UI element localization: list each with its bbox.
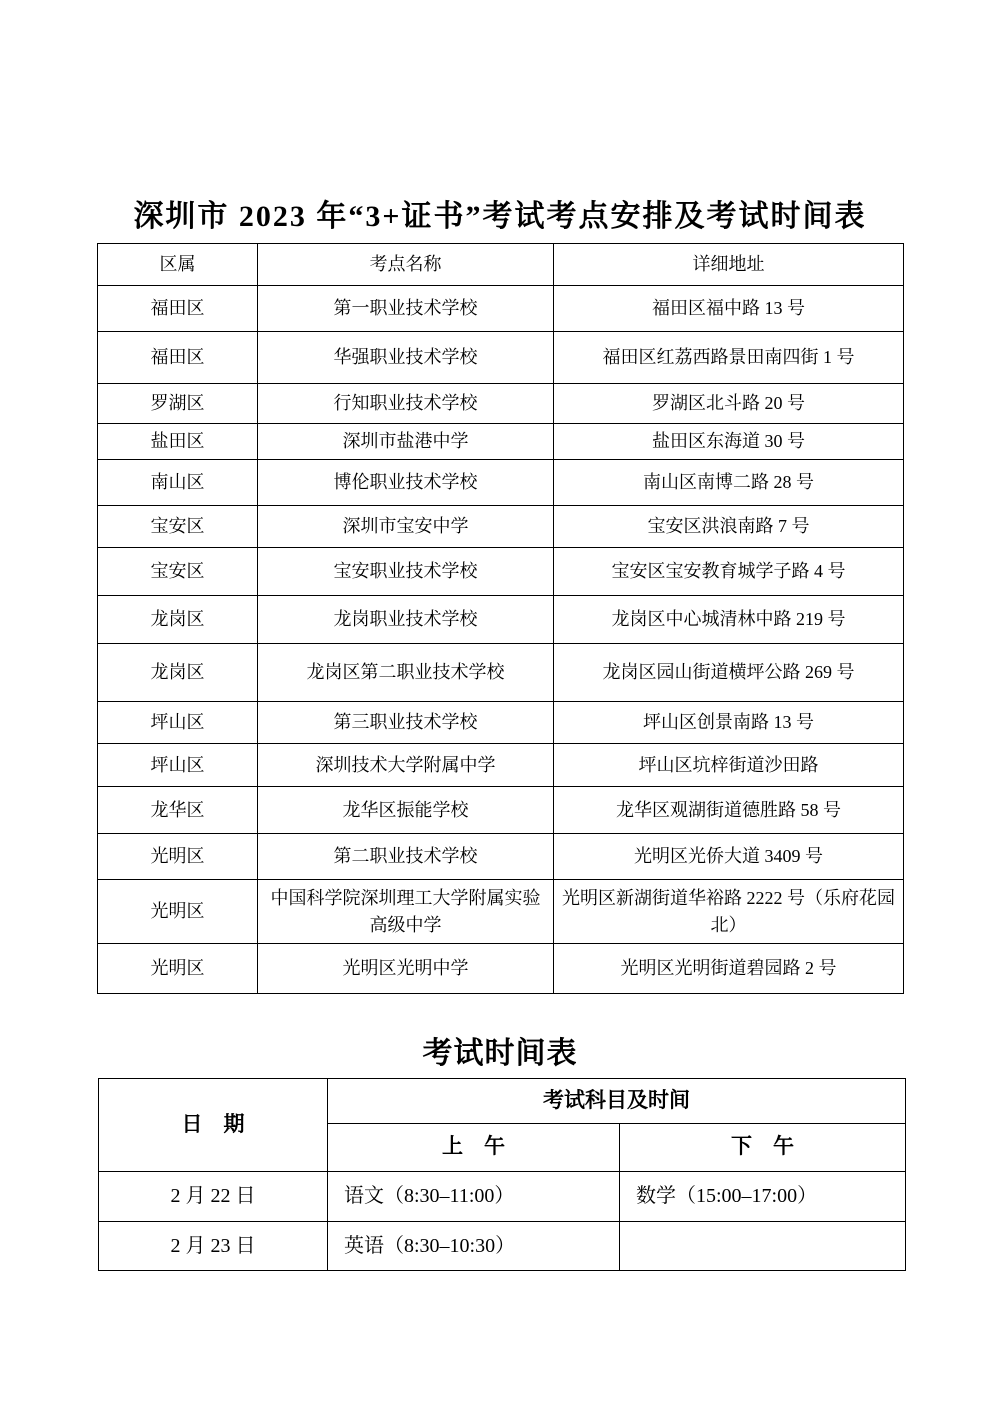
venue-name-cell: 第二职业技术学校	[258, 834, 554, 880]
venue-district-cell: 福田区	[98, 286, 258, 332]
venue-address-cell: 坪山区创景南路 13 号	[554, 702, 904, 744]
venue-district-cell: 坪山区	[98, 702, 258, 744]
venue-row	[98, 286, 904, 332]
venue-district-cell: 坪山区	[98, 744, 258, 787]
schedule-header-row-1	[99, 1079, 906, 1124]
venue-district-cell: 光明区	[98, 944, 258, 994]
venues-header-row	[98, 244, 904, 286]
schedule-morning-cell: 英语（8:30–10:30）	[328, 1222, 620, 1271]
venue-address-cell: 罗湖区北斗路 20 号	[554, 384, 904, 424]
schedule-header-date: 日 期	[99, 1079, 328, 1172]
schedule-row	[99, 1172, 906, 1222]
schedule-header-morning: 上 午	[328, 1124, 620, 1172]
venue-row	[98, 506, 904, 548]
venue-district-cell: 光明区	[98, 880, 258, 944]
schedule-date-cell: 2 月 22 日	[99, 1172, 328, 1222]
venue-district-cell: 龙岗区	[98, 596, 258, 644]
venue-district-cell: 光明区	[98, 834, 258, 880]
venue-name-cell: 深圳市盐港中学	[258, 424, 554, 460]
venue-row	[98, 424, 904, 460]
venue-address-cell: 龙岗区园山街道横坪公路 269 号	[554, 644, 904, 702]
venue-address-cell: 光明区新湖街道华裕路 2222 号（乐府花园北）	[554, 880, 904, 944]
venue-address-cell: 宝安区宝安教育城学子路 4 号	[554, 548, 904, 596]
venues-header-district: 区属	[98, 244, 258, 286]
venue-row	[98, 787, 904, 834]
venue-district-cell: 宝安区	[98, 548, 258, 596]
venue-row	[98, 384, 904, 424]
venue-district-cell: 罗湖区	[98, 384, 258, 424]
venue-name-cell: 博伦职业技术学校	[258, 460, 554, 506]
venue-address-cell: 南山区南博二路 28 号	[554, 460, 904, 506]
venues-header-address: 详细地址	[554, 244, 904, 286]
venue-row	[98, 460, 904, 506]
venue-name-cell: 龙岗职业技术学校	[258, 596, 554, 644]
venue-name-cell: 第一职业技术学校	[258, 286, 554, 332]
venue-district-cell: 福田区	[98, 332, 258, 384]
venue-address-cell: 盐田区东海道 30 号	[554, 424, 904, 460]
venue-name-cell: 深圳市宝安中学	[258, 506, 554, 548]
venue-name-cell: 深圳技术大学附属中学	[258, 744, 554, 787]
page-title: 深圳市 2023 年“3+证书”考试考点安排及考试时间表	[133, 200, 867, 233]
venue-name-cell: 龙岗区第二职业技术学校	[258, 644, 554, 702]
venue-name-cell: 龙华区振能学校	[258, 787, 554, 834]
venues-table	[97, 243, 904, 994]
venue-district-cell: 盐田区	[98, 424, 258, 460]
venue-address-cell: 福田区红荔西路景田南四街 1 号	[554, 332, 904, 384]
venue-row	[98, 944, 904, 994]
venue-row	[98, 332, 904, 384]
schedule-header-subject-time: 考试科目及时间	[328, 1079, 906, 1124]
venue-row	[98, 744, 904, 787]
schedule-afternoon-cell	[620, 1222, 906, 1271]
venue-row	[98, 548, 904, 596]
venue-name-cell: 宝安职业技术学校	[258, 548, 554, 596]
schedule-title: 考试时间表	[422, 1037, 578, 1070]
schedule-morning-cell: 语文（8:30–11:00）	[328, 1172, 620, 1222]
venues-header-name: 考点名称	[258, 244, 554, 286]
venue-name-cell: 中国科学院深圳理工大学附属实验高级中学	[258, 880, 554, 944]
venue-row	[98, 702, 904, 744]
venue-district-cell: 龙岗区	[98, 644, 258, 702]
venue-address-cell: 光明区光明街道碧园路 2 号	[554, 944, 904, 994]
venue-row	[98, 596, 904, 644]
venue-name-cell: 华强职业技术学校	[258, 332, 554, 384]
venue-district-cell: 南山区	[98, 460, 258, 506]
venue-district-cell: 宝安区	[98, 506, 258, 548]
venue-name-cell: 第三职业技术学校	[258, 702, 554, 744]
venue-row	[98, 834, 904, 880]
venue-address-cell: 坪山区坑梓街道沙田路	[554, 744, 904, 787]
venue-district-cell: 龙华区	[98, 787, 258, 834]
venue-name-cell: 光明区光明中学	[258, 944, 554, 994]
schedule-table	[98, 1078, 906, 1271]
schedule-header-afternoon: 下 午	[620, 1124, 906, 1172]
venue-name-cell: 行知职业技术学校	[258, 384, 554, 424]
venue-address-cell: 福田区福中路 13 号	[554, 286, 904, 332]
venue-address-cell: 光明区光侨大道 3409 号	[554, 834, 904, 880]
venue-row	[98, 644, 904, 702]
schedule-row	[99, 1222, 906, 1271]
venue-address-cell: 龙华区观湖街道德胜路 58 号	[554, 787, 904, 834]
venue-row	[98, 880, 904, 944]
schedule-date-cell: 2 月 23 日	[99, 1222, 328, 1271]
venue-address-cell: 宝安区洪浪南路 7 号	[554, 506, 904, 548]
venue-address-cell: 龙岗区中心城清林中路 219 号	[554, 596, 904, 644]
schedule-afternoon-cell: 数学（15:00–17:00）	[620, 1172, 906, 1222]
